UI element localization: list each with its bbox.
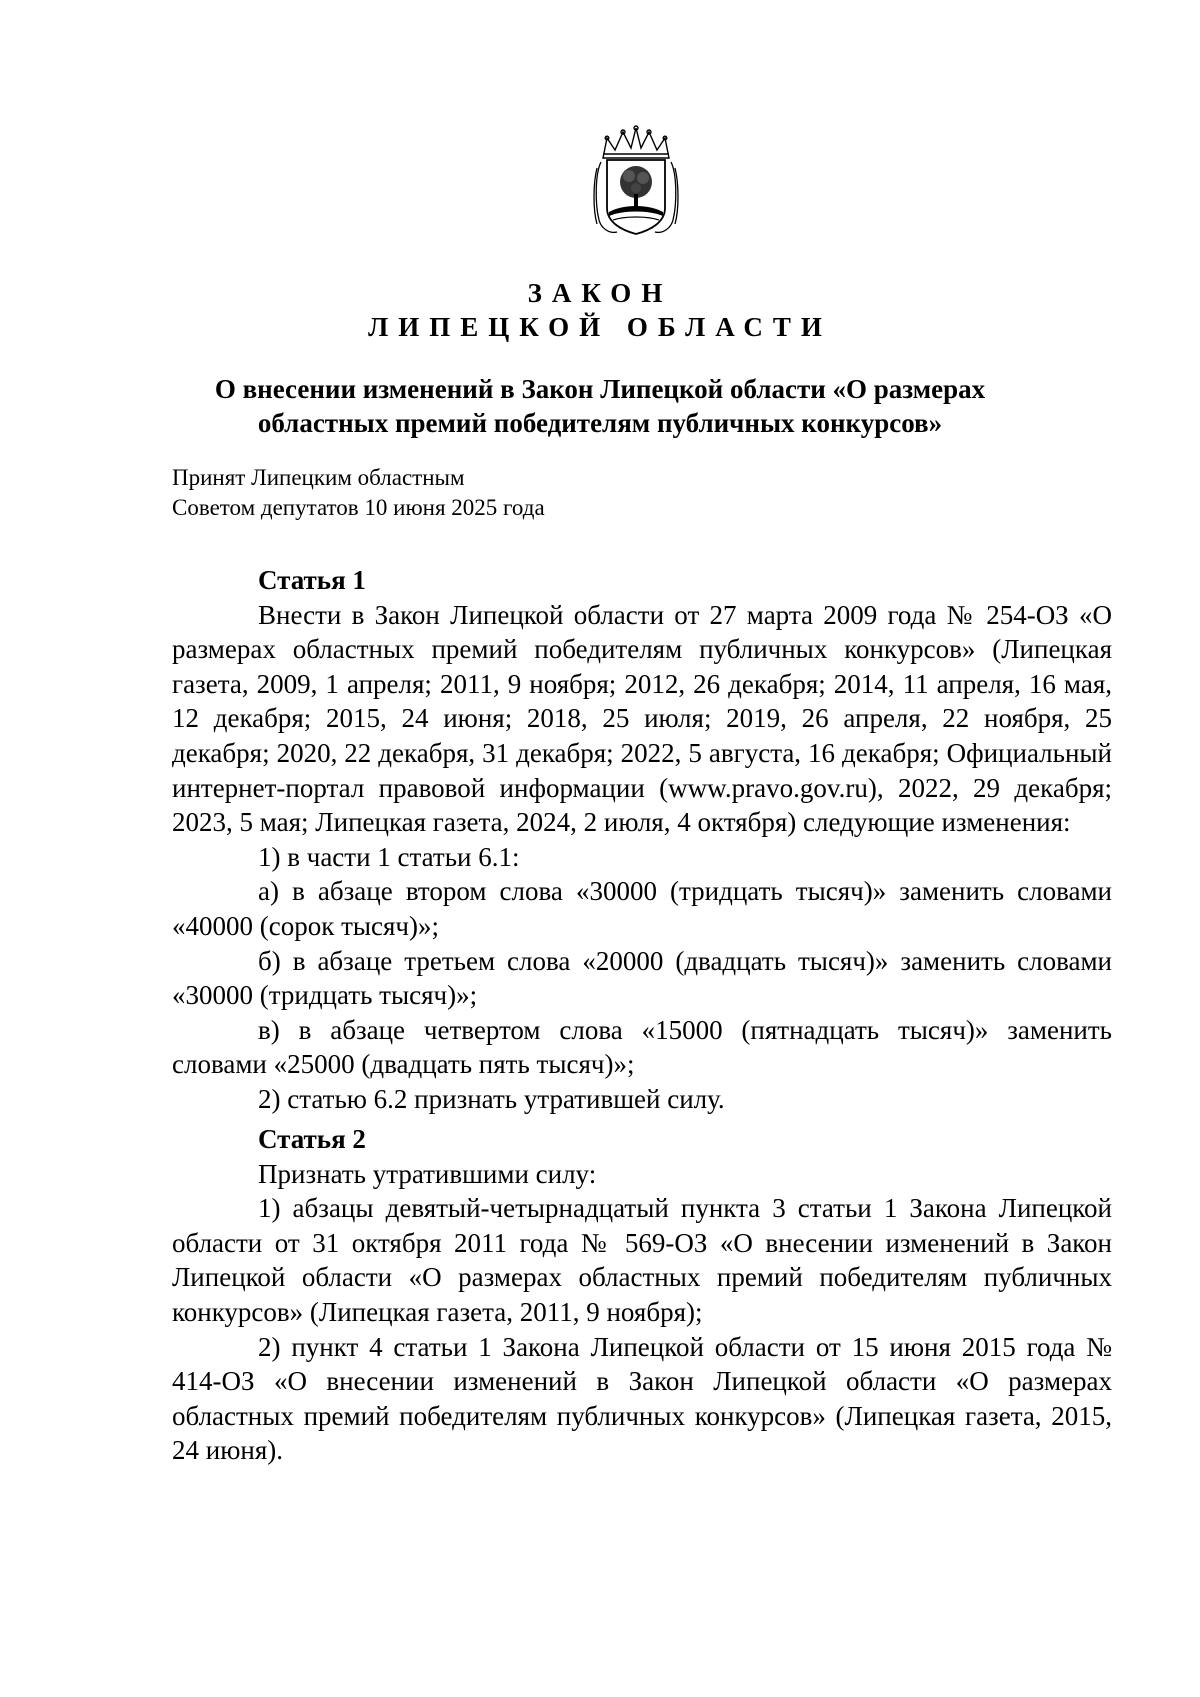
article-paragraph: 2) статью 6.2 признать утратившей силу. xyxy=(258,1083,725,1114)
document-region: ЛИПЕЦКОЙ ОБЛАСТИ xyxy=(368,312,832,342)
article-paragraph: а) в абзаце втором слова «30000 (тридцать тысяч)» заменить словами «40000 (сорок тысяч)»; xyxy=(172,876,1112,941)
article-1 xyxy=(172,563,1112,1117)
subject-line: областных премий победителям публичных конкурсов» xyxy=(257,408,943,438)
subject-line: О внесении изменений в Закон Липецкой области «О размерах xyxy=(214,374,986,404)
article-heading: Статья 2 xyxy=(258,1124,366,1154)
article-2 xyxy=(172,1122,1112,1468)
article-paragraph: в) в абзаце четвертом слова «15000 (пятнадцать тысяч)» заменить словами «25000 (двадцать пять тысяч)»; xyxy=(172,1014,1112,1080)
article-heading: Статья 1 xyxy=(258,565,366,595)
document-subject xyxy=(200,372,1000,440)
article-paragraph: Внести в Закон Липецкой области от 27 марта 2009 года № 254-ОЗ «О размерах областных премий победителям публичных конкурсов» (Липецкая газета, 2009, 1 апреля; 2011, 9 ноября; 2012, 26 декабря; 2014, 11 апреля, 16 мая, 12 декабря; 2015, 24 июня; 2018, 25 июля; 2019, 26 апреля, 22 ноября, 25 декабря; 2020, 22 декабря, 31 декабря; 2022, 5 августа, 16 декабря; Официальный интернет-портал правовой информации (www.pravo.gov.ru), 2022, 29 декабря; 2023, 5 мая; Липецкая газета, 2024, 2 июля, 4 октября) следующие изменения: xyxy=(172,599,1112,838)
article-paragraph: 2) пункт 4 статьи 1 Закона Липецкой области от 15 июня 2015 года № 414-ОЗ «О внесении изменений в Закон Липецкой области «О размерах областных премий победителям публичных конкурсов» (Липецкая газета, 2015, 24 июня). xyxy=(172,1331,1112,1466)
article-paragraph: б) в абзаце третьем слова «20000 (двадцать тысяч)» заменить словами «30000 (тридцать тысяч)»; xyxy=(172,945,1112,1011)
article-paragraph: 1) абзацы девятый-четырнадцатый пункта 3 статьи 1 Закона Липецкой области от 31 октября 2011 года № 569-ОЗ «О внесении изменений в Закон Липецкой области «О размерах областных премий победителям публичных конкурсов» (Липецкая газета, 2011, 9 ноября); xyxy=(172,1193,1112,1327)
lipetsk-coat-of-arms-icon xyxy=(593,124,679,238)
adoption-note xyxy=(172,463,545,523)
article-paragraph: 1) в части 1 статьи 6.1: xyxy=(258,841,520,872)
adoption-line: Принят Липецким областным xyxy=(172,465,465,490)
adoption-line: Советом депутатов 10 июня 2025 года xyxy=(172,495,545,520)
document-title: ЗАКОН xyxy=(527,278,673,308)
article-paragraph: Признать утратившими силу: xyxy=(258,1158,597,1189)
